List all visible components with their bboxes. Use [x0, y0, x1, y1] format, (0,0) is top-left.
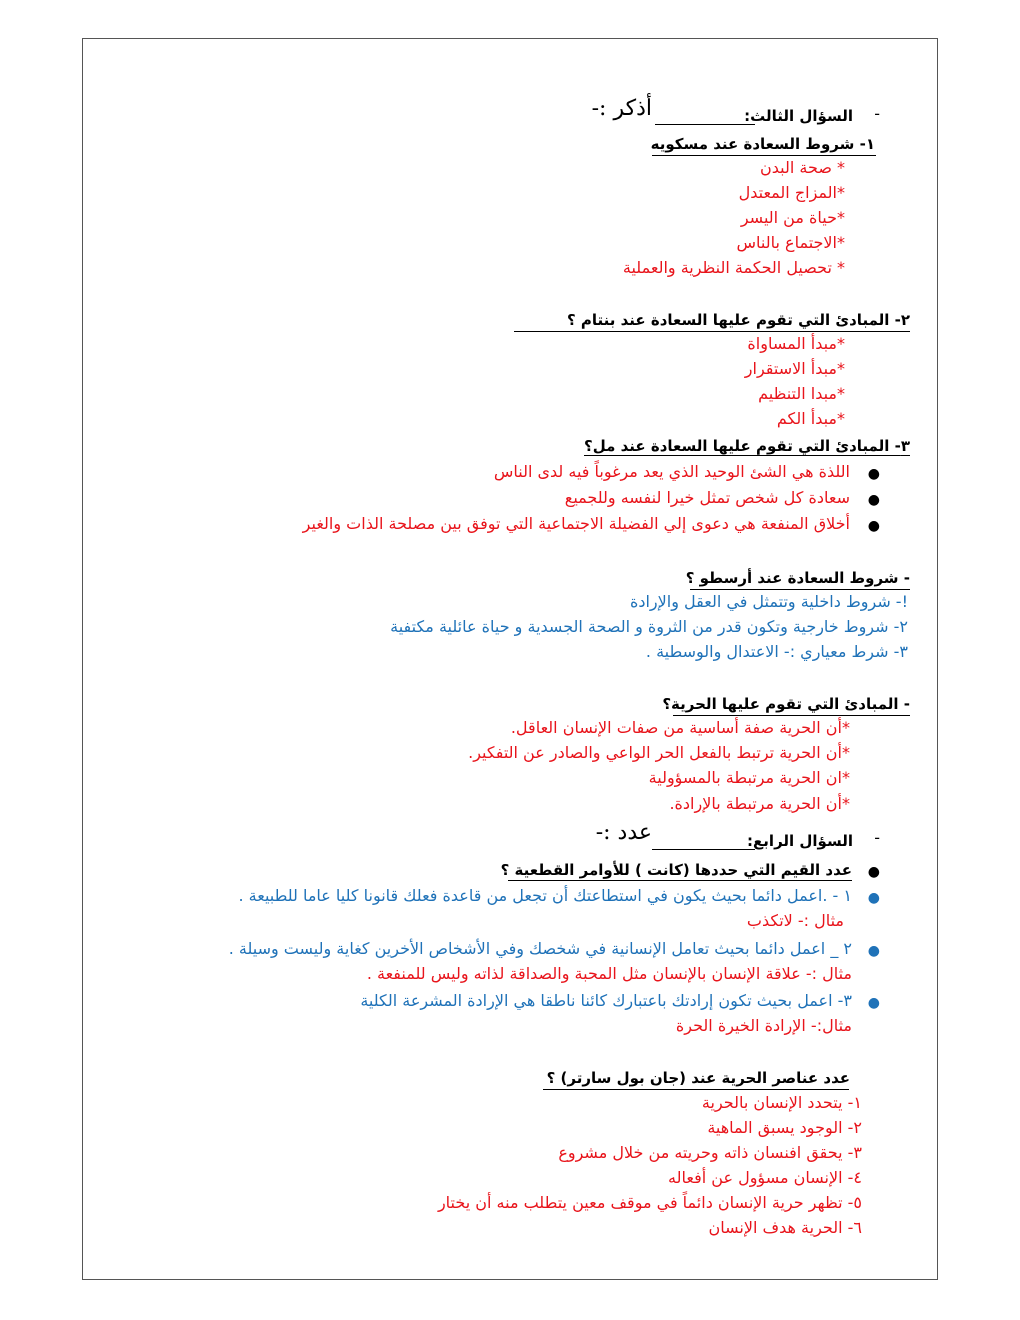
list-item: *مبدأ الاستقرار	[744, 359, 845, 378]
example-3: مثال:- الإرادة الخيرة الحرة	[675, 1016, 852, 1035]
list-item: *المزاج المعتدل	[738, 183, 845, 202]
bullet-icon: ●	[867, 466, 880, 482]
q3-instruction: أذكر :-	[591, 96, 652, 121]
list-item: *مبدا التنظيم	[758, 384, 845, 403]
list-item: *أن الحرية ترتبط بالفعل الحر الواعي والصادر عن التفكير.	[468, 743, 850, 762]
list-item: *حياة من اليسر	[740, 208, 845, 227]
list-item: * صحة البدن	[760, 158, 845, 177]
list-item: *مبدأ الكم	[776, 409, 845, 428]
list-item: ٦- الحرية هدف الإنسان	[708, 1218, 862, 1237]
q4-instruction: عدد :-	[595, 820, 652, 845]
q3-title: السؤال الثالث:	[744, 107, 853, 125]
q3-title-line	[655, 124, 755, 125]
list-item: ٣- يحقق افنسان ذاته وحريته من خلال مشروع	[558, 1143, 862, 1162]
bullet-icon: ●	[867, 492, 880, 508]
list-item: *أن الحرية صفة أساسية من صفات الإنسان العاقل.	[510, 718, 850, 737]
rule-2: ٢ _ اعمل دائما بحيث تعامل الإنسانية في شخصك وفي الأشخاص الأخرين كغاية وليست وسيلة .	[228, 939, 852, 958]
heading-underline	[652, 155, 876, 156]
section-heading-bentham: ٢- المبادئ التي تقوم عليها السعادة عند بنتام ؟	[566, 311, 910, 329]
section-heading-mill: ٣- المبادئ التي تقوم عليها السعادة عند مل؟	[584, 437, 910, 455]
list-item: أخلاق المنفعة هي دعوى إلي الفضيلة الاجتماعية التي توفق بين مصلحة الذات والغير	[302, 514, 850, 533]
q4-title: السؤال الرابع:	[747, 832, 853, 850]
bullet-icon: ●	[867, 995, 880, 1011]
rule-1: ١ - .اعمل دائما بحيث يكون في استطاعتك أن تجعل من قاعدة فعلك قانونا كليا عاما للطبيعة .	[238, 886, 852, 905]
heading-underline	[508, 880, 852, 881]
list-item: ٥- تظهر حرية الإنسان دائماً في موقف معين يتطلب منه أن يختار	[437, 1193, 862, 1212]
heading-underline	[673, 715, 910, 716]
section-heading-miskawayh: ١- شروط السعادة عند مسكويه	[650, 135, 875, 153]
example-1: مثال :- لاتكذب	[746, 911, 844, 930]
section-heading-aristotle: - شروط السعادة عند أرسطو ؟	[685, 569, 910, 587]
q4-dash: -	[874, 828, 880, 847]
list-item: ٣- شرط معياري :- الاعتدال والوسطية .	[645, 642, 908, 661]
section-heading-sartre: عدد عناصر الحرية عند (جان بول سارتر) ؟	[546, 1069, 850, 1087]
list-item: *الاجتماع بالناس	[736, 233, 845, 252]
bullet-icon: ●	[867, 943, 880, 959]
list-item: اللذة هي الشئ الوحيد الذي يعد مرغوباً فيه لدى الناس	[493, 462, 850, 481]
bullet-icon: ●	[867, 890, 880, 906]
heading-underline	[514, 331, 910, 332]
list-item: ٤- الإنسان مسؤول عن أفعاله	[668, 1168, 862, 1187]
list-item: *مبدأ المساواة	[747, 334, 845, 353]
list-item: * تحصيل الحكمة النظرية والعملية	[622, 258, 845, 277]
rule-3: ٣- اعمل بحيث تكون إرادتك باعتبارك كائنا ناطقا هي الإرادة المشرعة الكلية	[360, 991, 852, 1010]
q4-title-line	[652, 849, 755, 850]
heading-underline	[690, 589, 910, 590]
list-item: ٢- الوجود يسبق الماهية	[707, 1118, 862, 1137]
q3-dash: -	[874, 104, 880, 123]
list-item: ٢- شروط خارجية وتكون قدر من الثروة و الصحة الجسدية و حياة عائلية مكتفية	[390, 617, 908, 636]
list-item: *أن الحرية مرتبطة بالإرادة.	[669, 794, 850, 813]
bullet-icon: ●	[867, 518, 880, 534]
list-item: ١- يتحدد الإنسان بالحرية	[701, 1093, 862, 1112]
example-2: مثال :- علاقة الإنسان بالإنسان مثل المحبة والصداقة لذاته وليس للمنفعة .	[366, 964, 852, 983]
section-heading-kant: عدد القيم التي حددها (كانت ) للأوامر القطعية ؟	[500, 861, 852, 879]
list-item: !- شروط داخلية وتتمثل في العقل والإرادة	[629, 592, 908, 611]
heading-underline	[543, 1089, 849, 1090]
bullet-icon: ●	[867, 864, 880, 880]
section-heading-freedom: - المبادئ التي تقوم عليها الحرية؟	[662, 695, 910, 713]
list-item: *ان الحرية مرتبطة بالمسؤولية	[648, 768, 850, 787]
list-item: سعادة كل شخص تمثل خيرا لنفسه وللجميع	[564, 488, 850, 507]
